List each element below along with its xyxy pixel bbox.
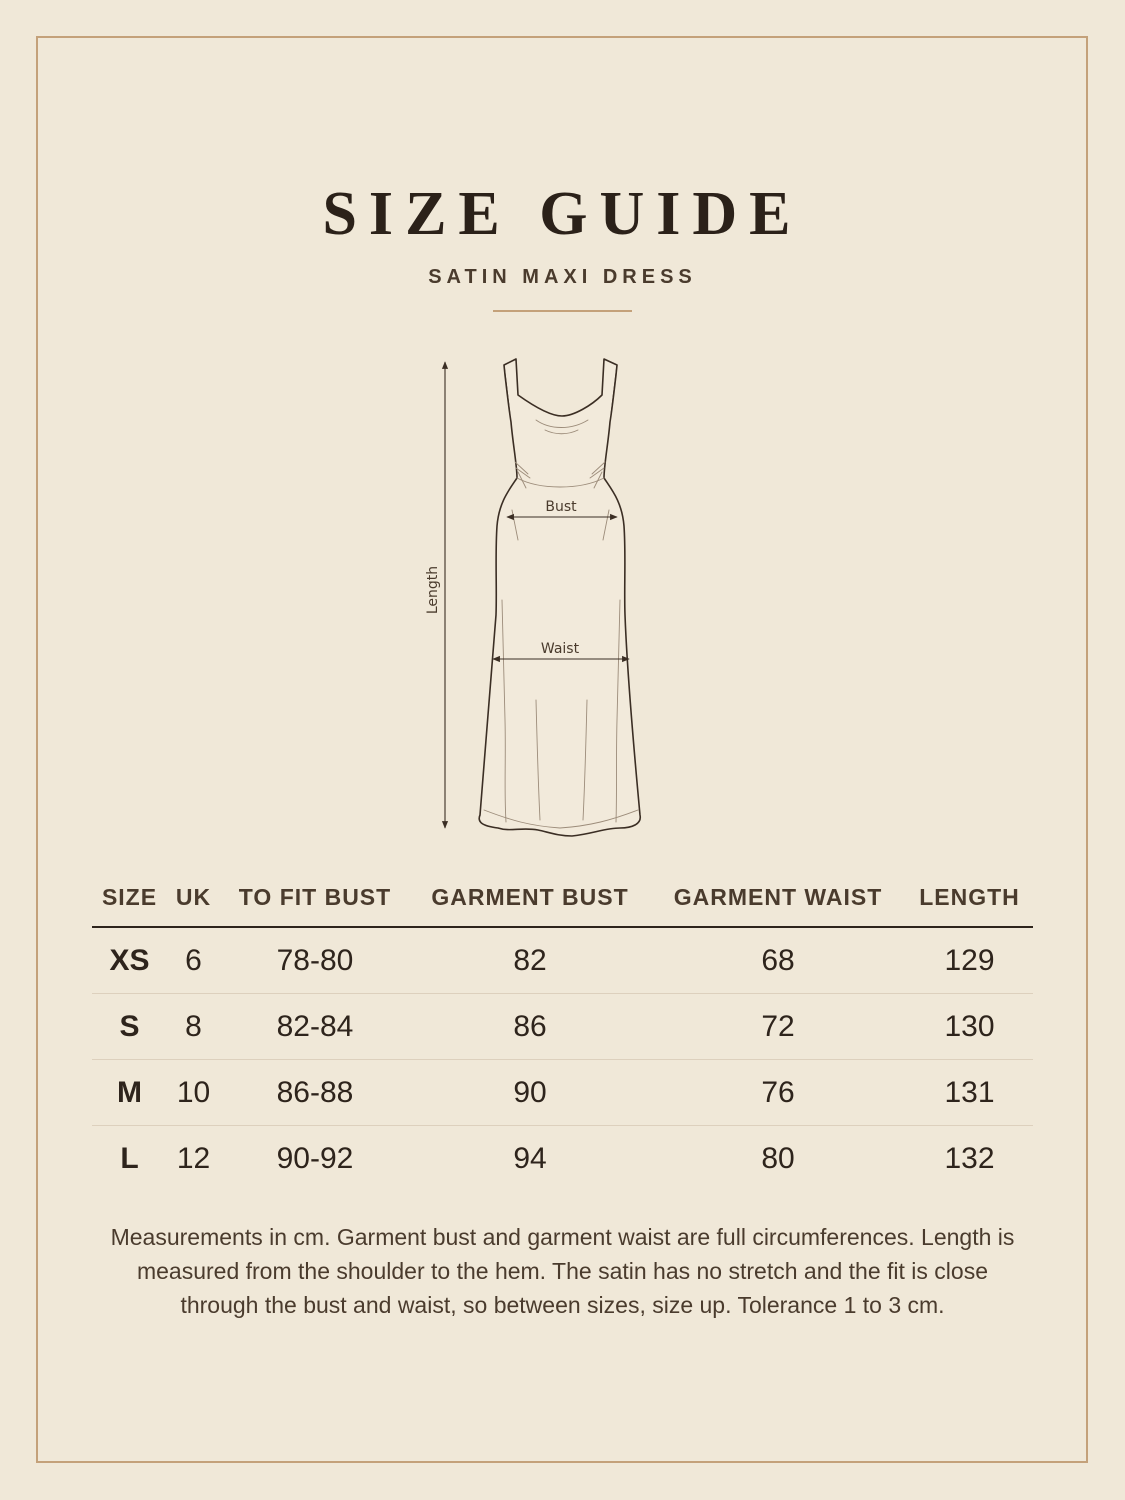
garment-bust-cell: 82 (410, 927, 650, 994)
uk-cell: 6 (167, 927, 220, 994)
size-cell: M (92, 1060, 167, 1126)
garment-waist-cell: 72 (650, 994, 906, 1060)
length-cell: 129 (906, 927, 1033, 994)
table-row (92, 1126, 1033, 1192)
dress-measurement-diagram (400, 350, 700, 840)
table-header-row (92, 868, 1033, 927)
waist-label: Waist (540, 641, 580, 657)
header-size: SIZE (92, 868, 167, 927)
garment-bust-cell: 94 (513, 1141, 547, 1175)
uk-cell: 8 (167, 994, 220, 1060)
garment-waist-cell: 68 (650, 927, 906, 994)
table-row (92, 994, 1033, 1060)
table-row (92, 927, 1033, 994)
length-cell: 132 (944, 1141, 995, 1175)
length-label: Length (425, 565, 441, 615)
header-uk: UK (167, 868, 220, 927)
uk-cell: 10 (167, 1060, 220, 1126)
header-length: LENGTH (906, 868, 1033, 927)
table-row (92, 1060, 1033, 1126)
garment-waist-cell: 80 (761, 1141, 795, 1175)
bust-label: Bust (545, 499, 577, 515)
title-divider (493, 310, 632, 312)
page-title: SIZE GUIDE (322, 180, 803, 248)
product-subtitle: SATIN MAXI DRESS (428, 266, 697, 288)
garment-waist-cell: 76 (650, 1060, 906, 1126)
garment-bust-cell: 86 (410, 994, 650, 1060)
size-cell: S (92, 994, 167, 1060)
length-cell: 130 (906, 994, 1033, 1060)
size-cell: XS (92, 927, 167, 994)
garment-bust-cell: 90 (410, 1060, 650, 1126)
to-fit-bust-cell: 90-92 (276, 1141, 354, 1175)
header-to-fit-bust: TO FIT BUST (220, 868, 410, 927)
header-garment-waist: GARMENT WAIST (650, 868, 906, 927)
length-cell: 131 (906, 1060, 1033, 1126)
uk-cell: 12 (176, 1141, 211, 1175)
to-fit-bust-cell: 86-88 (220, 1060, 410, 1126)
header-garment-bust: GARMENT BUST (410, 868, 650, 927)
to-fit-bust-cell: 78-80 (220, 927, 410, 994)
to-fit-bust-cell: 82-84 (220, 994, 410, 1060)
measurement-note: Measurements in cm. Garment bust and garment waist are full circumferences. Length is measured from the shoulder to the hem. The satin has no stretch and the fit is close through the bust and waist, so between sizes, size up. Tolerance 1 to 3 cm. (110, 1224, 1015, 1318)
size-chart-table (92, 868, 1033, 1191)
size-cell: L (120, 1141, 139, 1175)
